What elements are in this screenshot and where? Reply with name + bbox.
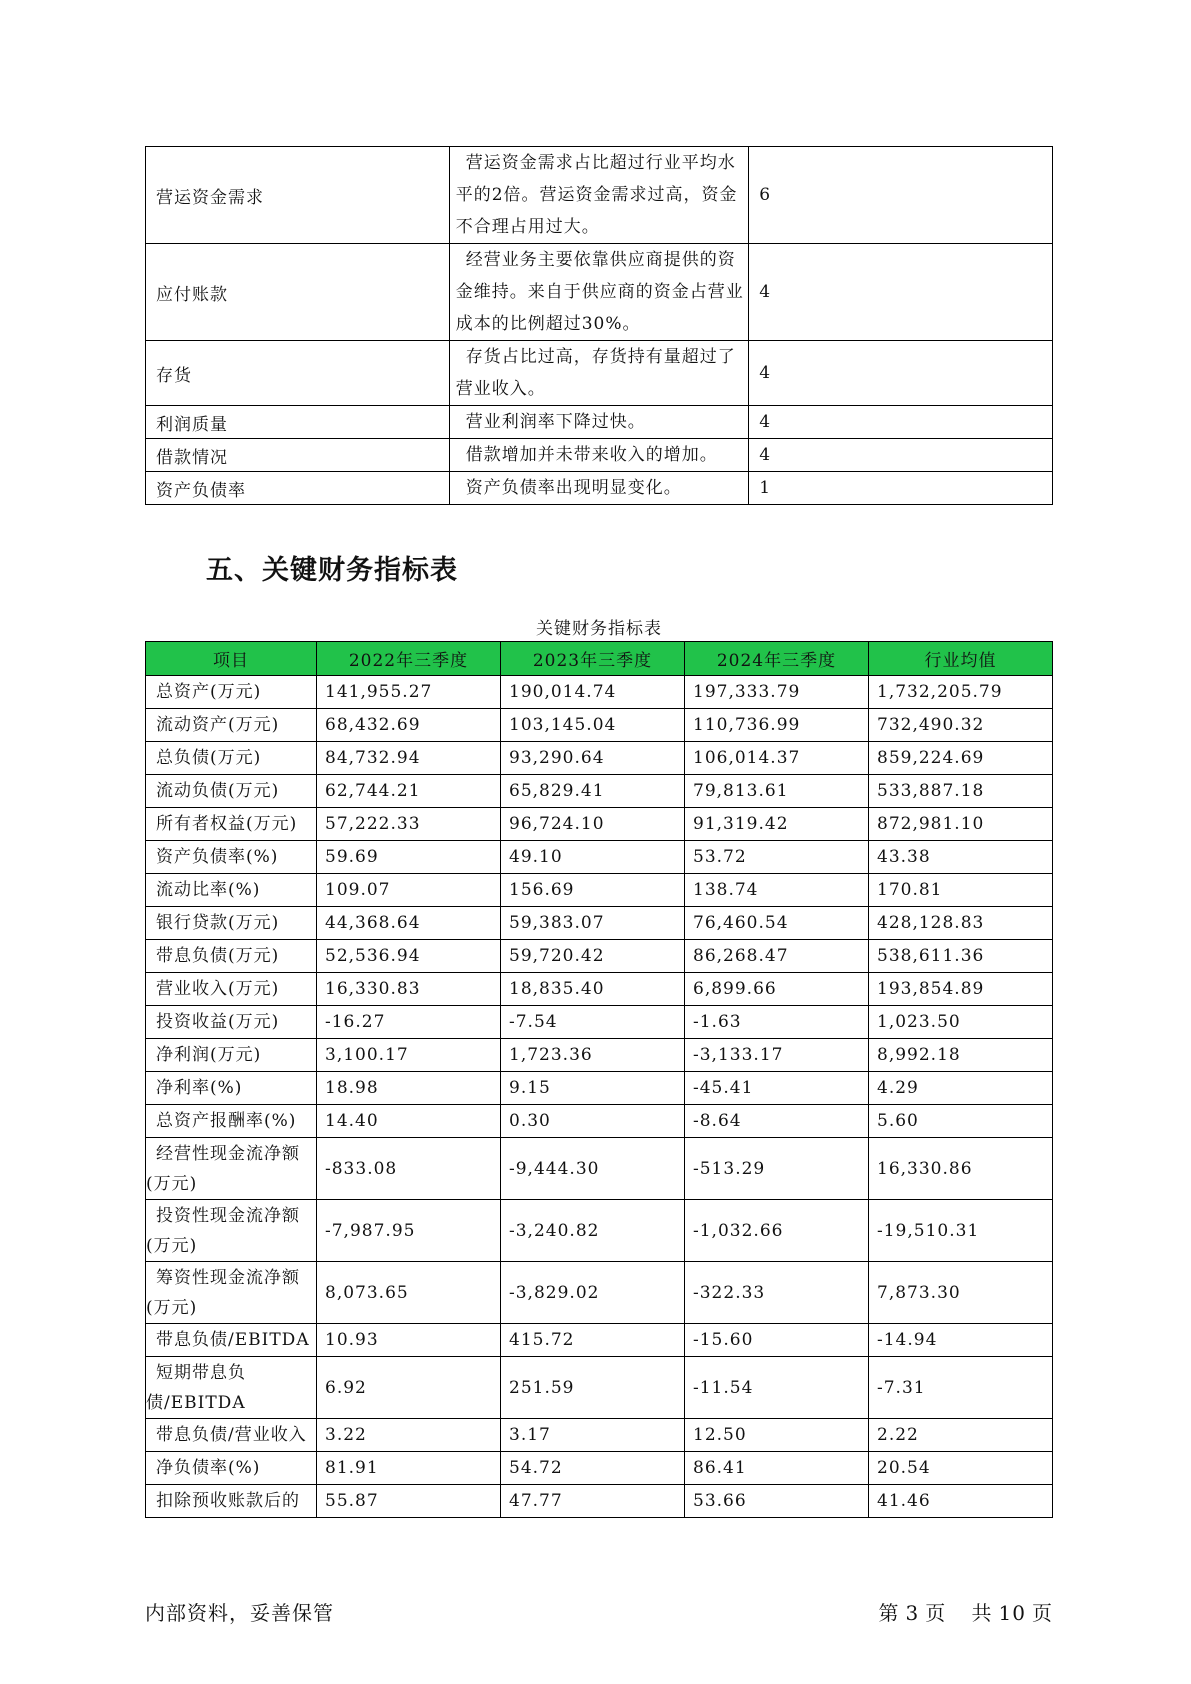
page-prefix: 第 (878, 1601, 900, 1625)
risk-item-label (146, 439, 450, 472)
risk-item-label (146, 406, 450, 439)
risk-score (749, 244, 1053, 341)
value-cell: -16.27 (317, 1006, 501, 1039)
value-cell: -9,444.30 (501, 1138, 685, 1200)
value-cell: 47.77 (501, 1485, 685, 1518)
value-cell: -7,987.95 (317, 1200, 501, 1262)
risk-description (449, 244, 749, 341)
page-number: 3 (905, 1601, 920, 1625)
value-cell: 4.29 (869, 1072, 1053, 1105)
value-cell: 52,536.94 (317, 940, 501, 973)
financial-row (146, 1200, 1053, 1262)
row-label (146, 841, 317, 874)
financial-row (146, 874, 1053, 907)
risk-description (449, 406, 749, 439)
row-label (146, 775, 317, 808)
value-cell: 16,330.83 (317, 973, 501, 1006)
value-cell: 43.38 (869, 841, 1053, 874)
value-cell: 538,611.36 (869, 940, 1053, 973)
row-label (146, 1072, 317, 1105)
row-label (146, 1324, 317, 1357)
risk-score (749, 341, 1053, 406)
risk-table-body (146, 147, 1053, 505)
value-cell: 44,368.64 (317, 907, 501, 940)
value-cell: 49.10 (501, 841, 685, 874)
row-label-text: 带息负债/EBITDA (156, 1330, 310, 1350)
value-cell: 6.92 (317, 1357, 501, 1419)
value-cell: 859,224.69 (869, 742, 1053, 775)
value-cell: 84,732.94 (317, 742, 501, 775)
financial-row (146, 1485, 1053, 1518)
risk-score-text: 4 (759, 445, 772, 465)
row-label-text: 总资产(万元) (156, 682, 262, 702)
financial-row (146, 1419, 1053, 1452)
risk-score-text: 6 (759, 185, 772, 205)
financial-row (146, 1138, 1053, 1200)
page-suffix: 页 (925, 1601, 947, 1625)
risk-score (749, 147, 1053, 244)
value-cell: 872,981.10 (869, 808, 1053, 841)
value-cell: 3.22 (317, 1419, 501, 1452)
value-cell: 170.81 (869, 874, 1053, 907)
value-cell: 428,128.83 (869, 907, 1053, 940)
financial-row (146, 1452, 1053, 1485)
value-cell: 41.46 (869, 1485, 1053, 1518)
value-cell: 1,732,205.79 (869, 676, 1053, 709)
value-cell: 57,222.33 (317, 808, 501, 841)
value-cell: 6,899.66 (685, 973, 869, 1006)
row-label (146, 907, 317, 940)
row-label-text: 总资产报酬率(%) (156, 1111, 297, 1131)
financial-row (146, 940, 1053, 973)
total-pages: 10 (998, 1601, 1026, 1625)
value-cell: 59,720.42 (501, 940, 685, 973)
row-label (146, 742, 317, 775)
header-row (146, 642, 1053, 676)
risk-score (749, 406, 1053, 439)
risk-row (146, 147, 1053, 244)
value-cell: 86,268.47 (685, 940, 869, 973)
value-cell: 190,014.74 (501, 676, 685, 709)
value-cell: 91,319.42 (685, 808, 869, 841)
row-label-text: 资产负债率(%) (156, 847, 279, 867)
value-cell: -3,133.17 (685, 1039, 869, 1072)
value-cell: 65,829.41 (501, 775, 685, 808)
row-label-text: 净负债率(%) (156, 1458, 261, 1478)
row-label-text: 总负债(万元) (156, 748, 262, 768)
row-label (146, 973, 317, 1006)
financial-row (146, 1262, 1053, 1324)
row-label (146, 1006, 317, 1039)
risk-score (749, 439, 1053, 472)
row-label (146, 1138, 317, 1200)
risk-item-label-text: 存货 (156, 365, 192, 386)
value-cell: 193,854.89 (869, 973, 1053, 1006)
financial-row (146, 808, 1053, 841)
financial-row (146, 1324, 1053, 1357)
risk-item-label-text: 应付账款 (156, 284, 228, 305)
row-label (146, 874, 317, 907)
value-cell: -7.54 (501, 1006, 685, 1039)
risk-score-text: 4 (759, 282, 772, 302)
value-cell: 86.41 (685, 1452, 869, 1485)
row-label (146, 1200, 317, 1262)
row-label-text: 带息负债/营业收入 (156, 1425, 307, 1445)
risk-description-text: 经营业务主要依靠供应商提供的资金维持。来自于供应商的资金占营业成本的比例超过30%。 (455, 250, 744, 334)
value-cell: 59,383.07 (501, 907, 685, 940)
row-label (146, 1357, 317, 1419)
value-cell: 3.17 (501, 1419, 685, 1452)
total-suffix: 页 (1032, 1601, 1053, 1625)
value-cell: 20.54 (869, 1452, 1053, 1485)
value-cell: 16,330.86 (869, 1138, 1053, 1200)
total-prefix: 共 (971, 1601, 993, 1625)
risk-score-text: 1 (759, 478, 772, 498)
risk-description (449, 439, 749, 472)
row-label (146, 1452, 317, 1485)
risk-row (146, 439, 1053, 472)
risk-score-text: 4 (759, 363, 772, 383)
row-label (146, 808, 317, 841)
risk-row (146, 341, 1053, 406)
row-label-text: 银行贷款(万元) (156, 913, 280, 933)
value-cell: 1,723.36 (501, 1039, 685, 1072)
row-label-text: 带息负债(万元) (156, 946, 280, 966)
value-cell: -45.41 (685, 1072, 869, 1105)
value-cell: -322.33 (685, 1262, 869, 1324)
financial-row (146, 973, 1053, 1006)
risk-table (145, 146, 1053, 505)
value-cell: 141,955.27 (317, 676, 501, 709)
value-cell: -19,510.31 (869, 1200, 1053, 1262)
value-cell: -14.94 (869, 1324, 1053, 1357)
row-label-text: 营业收入(万元) (156, 979, 280, 999)
financial-row (146, 1039, 1053, 1072)
value-cell: 81.91 (317, 1452, 501, 1485)
value-cell: -3,240.82 (501, 1200, 685, 1262)
row-label-text: 投资收益(万元) (156, 1012, 280, 1032)
risk-description (449, 341, 749, 406)
financial-row (146, 907, 1053, 940)
value-cell: 59.69 (317, 841, 501, 874)
risk-item-label (146, 147, 450, 244)
row-label-text: 所有者权益(万元) (156, 814, 298, 834)
value-cell: -8.64 (685, 1105, 869, 1138)
section-heading: 五、关键财务指标表 (206, 555, 458, 586)
financial-row (146, 1006, 1053, 1039)
value-cell: 18.98 (317, 1072, 501, 1105)
risk-item-label-text: 资产负债率 (156, 480, 246, 501)
financial-row (146, 1105, 1053, 1138)
risk-item-label-text: 利润质量 (156, 414, 228, 435)
value-cell: 10.93 (317, 1324, 501, 1357)
value-cell: 533,887.18 (869, 775, 1053, 808)
value-cell: -833.08 (317, 1138, 501, 1200)
value-cell: 110,736.99 (685, 709, 869, 742)
risk-item-label (146, 472, 450, 505)
value-cell: 3,100.17 (317, 1039, 501, 1072)
risk-description-text: 借款增加并未带来收入的增加。 (465, 445, 718, 465)
value-cell: 79,813.61 (685, 775, 869, 808)
row-label-text: 流动负债(万元) (156, 781, 280, 801)
risk-description-text: 营运资金需求占比超过行业平均水平的2倍。营运资金需求过高，资金不合理占用过大。 (455, 153, 738, 237)
row-label-text: 流动比率(%) (156, 880, 261, 900)
header-cell-2023q3: 2023年三季度 (501, 642, 685, 676)
value-cell: 68,432.69 (317, 709, 501, 742)
risk-score (749, 472, 1053, 505)
row-label (146, 1105, 317, 1138)
row-label (146, 1419, 317, 1452)
value-cell: 5.60 (869, 1105, 1053, 1138)
row-label (146, 1039, 317, 1072)
row-label-text: 流动资产(万元) (156, 715, 280, 735)
header-cell-item: 项目 (146, 642, 317, 676)
risk-row (146, 406, 1053, 439)
risk-description (449, 472, 749, 505)
financial-row (146, 676, 1053, 709)
value-cell: 62,744.21 (317, 775, 501, 808)
value-cell: 251.59 (501, 1357, 685, 1419)
financial-row (146, 742, 1053, 775)
footer-confidential-note: 内部资料，妥善保管 (145, 1601, 334, 1625)
row-label (146, 940, 317, 973)
value-cell: 9.15 (501, 1072, 685, 1105)
financial-row (146, 841, 1053, 874)
value-cell: 156.69 (501, 874, 685, 907)
row-label (146, 1485, 317, 1518)
risk-item-label-text: 营运资金需求 (156, 187, 264, 208)
value-cell: 2.22 (869, 1419, 1053, 1452)
header-cell-2024q3: 2024年三季度 (685, 642, 869, 676)
financial-row (146, 1072, 1053, 1105)
financial-row (146, 709, 1053, 742)
value-cell: -3,829.02 (501, 1262, 685, 1324)
financial-table-header (146, 642, 1053, 676)
row-label-text: 筹资性现金流净额(万元) (146, 1267, 300, 1318)
row-label-text: 净利率(%) (156, 1078, 243, 1098)
value-cell: 12.50 (685, 1419, 869, 1452)
financial-row (146, 1357, 1053, 1419)
risk-description-text: 资产负债率出现明显变化。 (465, 478, 682, 498)
value-cell: -1,032.66 (685, 1200, 869, 1262)
value-cell: 1,023.50 (869, 1006, 1053, 1039)
value-cell: 106,014.37 (685, 742, 869, 775)
row-label-text: 短期带息负债/EBITDA (146, 1362, 246, 1413)
row-label (146, 676, 317, 709)
risk-item-label (146, 341, 450, 406)
value-cell: -513.29 (685, 1138, 869, 1200)
value-cell: 415.72 (501, 1324, 685, 1357)
value-cell: -1.63 (685, 1006, 869, 1039)
risk-row (146, 244, 1053, 341)
value-cell: 103,145.04 (501, 709, 685, 742)
value-cell: -15.60 (685, 1324, 869, 1357)
header-cell-industry-avg: 行业均值 (869, 642, 1053, 676)
risk-item-label-text: 借款情况 (156, 447, 228, 468)
value-cell: 53.66 (685, 1485, 869, 1518)
row-label (146, 1262, 317, 1324)
value-cell: 76,460.54 (685, 907, 869, 940)
row-label-text: 经营性现金流净额(万元) (146, 1143, 300, 1194)
header-cell-2022q3: 2022年三季度 (317, 642, 501, 676)
value-cell: -7.31 (869, 1357, 1053, 1419)
value-cell: 14.40 (317, 1105, 501, 1138)
financial-indicators-table (145, 641, 1053, 1518)
value-cell: 0.30 (501, 1105, 685, 1138)
value-cell: 109.07 (317, 874, 501, 907)
financial-table-body (146, 676, 1053, 1518)
table-caption: 关键财务指标表 (536, 619, 662, 639)
risk-description-text: 营业利润率下降过快。 (465, 412, 646, 432)
row-label-text: 净利润(万元) (156, 1045, 262, 1065)
value-cell: 93,290.64 (501, 742, 685, 775)
footer-page-number (872, 1597, 1053, 1626)
value-cell: 197,333.79 (685, 676, 869, 709)
row-label-text: 扣除预收账款后的 (156, 1491, 300, 1511)
value-cell: 8,073.65 (317, 1262, 501, 1324)
risk-row (146, 472, 1053, 505)
value-cell: 18,835.40 (501, 973, 685, 1006)
row-label (146, 709, 317, 742)
value-cell: 732,490.32 (869, 709, 1053, 742)
value-cell: 54.72 (501, 1452, 685, 1485)
value-cell: 7,873.30 (869, 1262, 1053, 1324)
value-cell: 53.72 (685, 841, 869, 874)
risk-item-label (146, 244, 450, 341)
value-cell: -11.54 (685, 1357, 869, 1419)
financial-row (146, 775, 1053, 808)
value-cell: 8,992.18 (869, 1039, 1053, 1072)
row-label-text: 投资性现金流净额(万元) (146, 1205, 300, 1256)
value-cell: 96,724.10 (501, 808, 685, 841)
value-cell: 55.87 (317, 1485, 501, 1518)
risk-description (449, 147, 749, 244)
risk-description-text: 存货占比过高，存货持有量超过了营业收入。 (455, 347, 736, 399)
risk-score-text: 4 (759, 412, 772, 432)
value-cell: 138.74 (685, 874, 869, 907)
